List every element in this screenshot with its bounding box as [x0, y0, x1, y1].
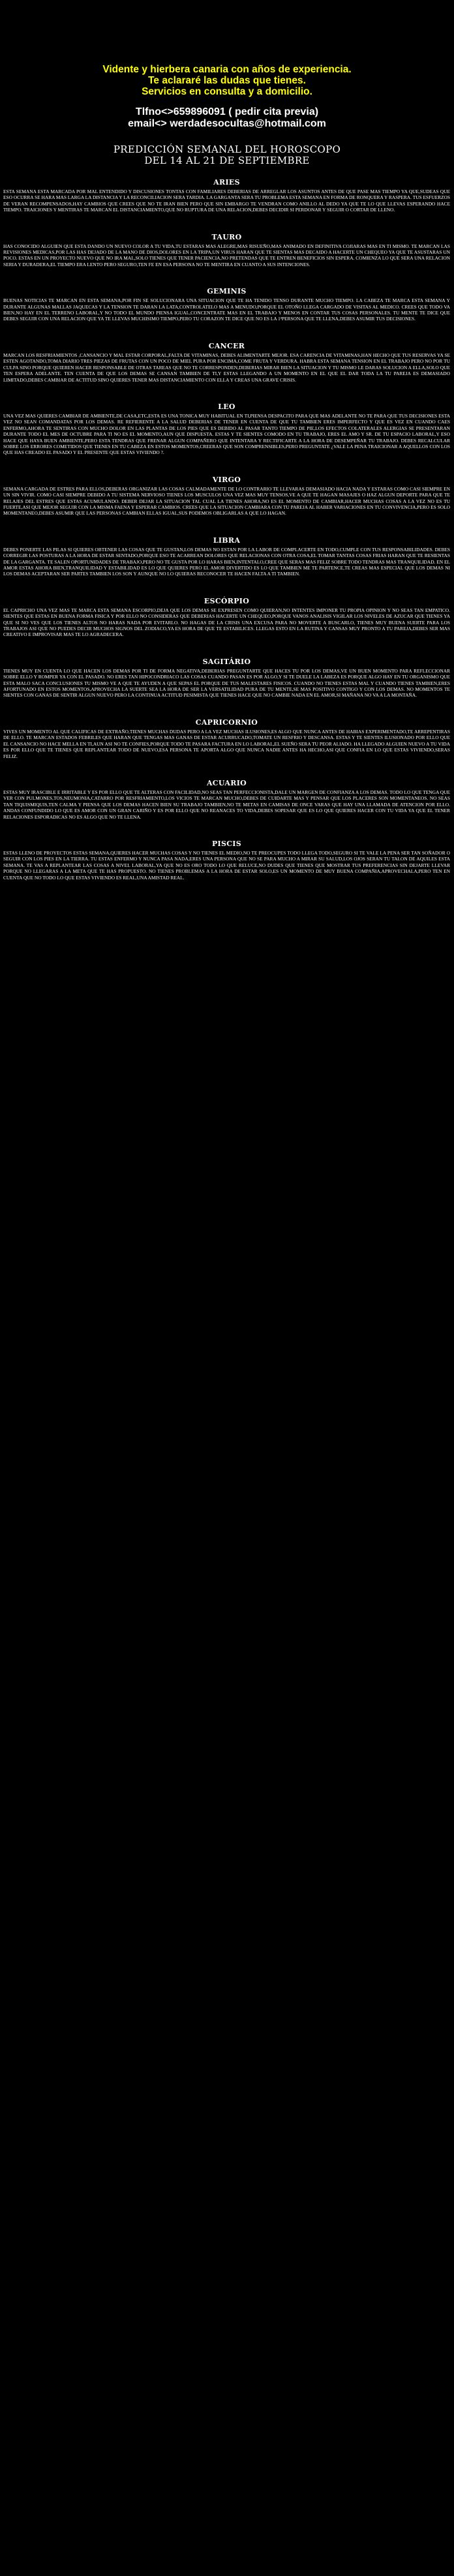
- sign-section-cancer: [3, 342, 450, 383]
- page-title: [0, 144, 454, 166]
- sign-section-escorpio: [3, 597, 450, 638]
- phone-line: Tlfno<>659896091 ( pedir cita previa): [135, 106, 319, 117]
- sign-title: LEO: [218, 402, 235, 411]
- sign-title: ESCÓRPIO: [204, 596, 250, 605]
- sign-text: VIVES UN MOMENTO AL QUE CALIFICAS DE EXTRAÑO,TIENES MUCHAS DUDAS PERO A LA VEZ MUCHAS ILUSIONES,ES ALGO QUE NUNCA ANTES DE HABIAS EXPERIMENTADO,TE ARREPENTIRAS DE ELLO. TE MARCAN ESTADOS FEBRILES QUE HARAN QUE TENGAS MAS GANAS DE ESTAR ACURRUCADO,TOMATE UN RESFRIO Y DESCANSA. ESTAS Y TE SIENTES ILUSIONADO POR ELLO QUE EL CANSANCIO NO HACE MELLA EN TI,AUN ASI NO TE CONFIES,PORQUE TODO TE PASARA FACTURA EN LO LABORAL,EL SUEÑO SERA TU PEOR ALIADO. HA LLEGADO ALGUIEN NUEVO A TU VIDA ES POR ELLO QUE TE TIENES QUE REPLANTEAR TODO DE NUEVO,ESA PERSONA TE APORTA ALGO QUE NUNCA NADIE ANTES HA HECHO,ASI QUE CONFIA EN LO QUE ESTAS VIVIENDO,SERAS FELIZ.: [3, 728, 450, 759]
- sign-section-virgo: [3, 476, 450, 517]
- title-line-2: DEL 14 AL 21 DE SEPTIEMBRE: [144, 155, 310, 166]
- sign-text: HAS CONOCIDO ALGUIEN QUE ESTA DANDO UN NUEVO COLOR A TU VIDA,TU ESTARAS MAS ALEGRE,MAS RISUEÑO,MAS ANIMADO EN DEFINITIVA COJIARAS MAS EN TI MISMO. TE MARCAN LAS REVISIONES MEDICAS,POR LAS HAS DEJADO DE LA MANO DE DIOS,DOLORES EN LA TRIPA,UN VIRUS HARAN QUE TE SIENTAS MAS DECAIDO A HACERTE UN CHEQUEO YA QUE TE ASUSTARAS UN POCO. ESTAS EN UN PROYECTO NUEVO QUE NO IRA MAL,SOLO TIENES QUE TENER PACIENCIA,NO PRETENDAS QUE TE ENTREN BENEFICIOS SIN ESPERA. COMIENZA LO QUE SERA UNA RELACION SERIA Y DURADERA,EL TIEMPO ERA LENTO PERO SEGURO,TEN FE EN ESA PERSONA NO TE MENTIRA EN CUANTO A SUS INTENCIONES.: [3, 243, 450, 267]
- sign-text: ESTAS LLENO DE PROYECTOS ESTAS SEMANA,QUIERES HACER MUCHAS COSAS Y NO TIENES EL MEDIO,NO TE PREOCUPES TODO LLEGA TODO,SEGURO SI TE VALE LA PENA SER TAN SOÑADOR O SEGUIR CON LOS PIES EN LA TIERRA. TU ESTAS ENFERMO Y NUNCA PASA NADA,ERES UNA PERSONA QUE NO SE PARA MUCHO A MIRAR SU SALUD,LOS OJOS SERAN TU TALON DE AQUILES ESTA SEMANA. TE VAS A REPLANTEAR LAS COSAS A NIVEL LABORAL,YA QUE NO ES ORO TODO LO QUE RELUCE,NO DUDES QUE TIENES QUE MOSTRAR TUS PREFERENCIAS SIN DEJARTE LLEVAR PORQUE NO LLEGARAS A LA META QUE TE HAS PROPUESTO. NO TIENES PROBLEMAS A LA HORA DE ESTAR SOLO,ES UN MOMENTO DE MUY BUENA COMPAÑIA,APROVECHALA,PERO TEN EN CUENTA QUE NO TODO LO QUE ESTAS VIVIENDO ES REAL,UNA AMISTAD REAL.: [3, 849, 450, 881]
- sign-text: ESTAS MUY IRASCIBLE E IRRITABLE Y ES POR ELLO QUE TE ALTERAS CON FACILIDAD,NO SEAS TAN PERFECCIONISTA,DALE UN MARGEN DE CONFIANZA A LOS DEMAS. TODO LO QUE TENGA QUE VER CON PULMONES,TOS,NEUMONIA,CATARRO POR RESFRIAMIENTO,LOS VICIOS TE MARCAN MUCHO,DEBES DE CUIDARTE MAS Y PENSAR QUE LOS PLACERES SON MOMENTANEOS. NO SEAS TAN TIQUISMIQUIS,TEN CALMA Y PIENSA QUE LOS DEMAS HACEN BIEN SU TRABAJO TAMBIEN,NO TE METAS EN CAMISAS DE ONCE VARAS QUE HAY UNA LLAMADA DE ATENCION POR ELLO. ANDAS CONFUNDIDO LO QUE ES AMOR CON UN GRAN CARIÑO Y ES POR ELLO QUE NO REANACES TO VIDA,DEBES SOPESAR QUE ES LO QUE QUIERES HACER CON TU VIDA YA QUE EL TENER RELACIONES ESPORADICAS NO ES ALGO QUE NO TE LLENA.: [3, 789, 450, 820]
- sign-section-aries: [3, 178, 450, 213]
- sign-title: VIRGO: [212, 475, 241, 484]
- intro-line-2: Te aclararé las dudas que tienes.: [148, 75, 306, 86]
- sign-text: BUENAS NOTICIAS TE MARCAN EN ESTA SEMANA,POR FIN SE SOLUCIONARA UNA SITUACION QUE TE HA TENIDO TENSO DURANTE MUCHO TIEMPO. LA CABEZA TE MARCA ESTA SEMANA Y DURANTE ALGUNAS MALLAS JAQUECAS Y LA TENSION TE DARAN LA LATA,CONTROLATELO MAS A MENUDO,PORQUE EL OTOÑO LLEGA CARGADO DE VISITAS AL MEDICO. CREES QUE TODO VA BIEN,NO HAY EN EL TERRENO LABORAL,Y NO TODO EL MUNDO PIENSA IGUAL,CONCENTRATE MAS EN EL TRABAJO Y MENOS EN CONTAR TUS COSAS PERSONALES. TU MENTE TE DICE QUE DEBES SEGUIR CON UNA RELACION QUE YA TE LLEVAS MUCHISIMO TIEMPO,PERO TU CORAZON TE DICE QUE NO ES LA 1ªPERSONA QUE TE LLENA,DEBES ASUMIR TUS DECISIONES.: [3, 297, 450, 322]
- sign-title: LIBRA: [213, 536, 241, 545]
- intro-line-3: Servicios en consulta y a domicilio.: [142, 86, 312, 97]
- sign-text: MARCAN LOS RESFRIAMIENTOS ,CANSANCIO Y MAL ESTAR CORPORAL,FALTA DE VITAMINAS, DEBES ALIMENTARTE MEJOR. ESA CARENCIA DE VITAMINAS,HAN HECHO QUE TUS RESERVAS YA SE ESTEN AGOTANDO,TOMA DIARIO TRES PIEZAS DE FRUTAS CON UN POCO DE MIEL PURA POR ENCIMA,COME FRUTA Y VERDURA. HABRA ESTA SEMANA TENSION EN EL TRABAJO PERO NO POR TU CULPA SINO PORQUE QUIEREN HACER RESPONSABLE DE OTRAS TAREAS QUE NO TE CORRESPONDEN,DEBERIAS MIRAR BIEN LA SITUACION Y TU MISMO LE DARAS SOLUCION A ELLA,SOLO QUE TEN ESPERA ADELANTE. TEN CUENTA DE QUE LOS DEMAS SE CANSAN TAMBIEN DE TI,Y ESTAS LLEGANDO A UN MOMENTO EN EL QUE EL DAR TODA LA TU PAREJA ES DEMASIADO LIMITADO,DEBES CAMBIAR DE ACTITUD SINO QUIERES TENER MAS DISTANCIAMIENTO CON ELLA Y CREAS UNA GRAVE CRISIS.: [3, 352, 450, 383]
- sign-section-capricornio: [3, 718, 450, 759]
- sign-title: GEMINIS: [207, 287, 247, 296]
- intro-line-1: Vidente y hierbera canaria con años de experiencia.: [102, 64, 352, 75]
- email-line[interactable]: email<> werdadesocultas@hotmail.com: [128, 118, 326, 129]
- sign-text: DEBES PONERTE LAS PILAS SI QUIERES OBTENER LAS COSAS QUE TE GUSTAN,LOS DEMAS NO ESTAN POR LA LABOR DE COMPLACERTE EN TODO,CUMPLE CON TUS RESPONSABILIDADES. DEBES CORREGIR LAS POSTURAS A LA HORA DE ESTAR SENTADO,PORQUE ESO TE ACARREAN DOLORES QUE RELACIONAS CON OTRA COSA,EL TOMAR TANTAS COSAS FRIAS HARAN QUE TE RESIENTAS DE LA GARGANTA. TE SALEN OPORTUNIDADES DE TRABAJO,PERO NO TE GUSTA POR LO HARAS BIEN,INTENTALO,CREE QUE SERAS MAS FELIZ SOBRE TODO TENDRAS MAS TRANQUILIDAD. EN EL AMOR ESTAS AHORA BIEN,TRANQUILIDAD Y ESTABILIDAD ES LO QUE QUIERES PERO EL AMOR DIVERTIDO ES LO QUE TAMBIEN ME TE PARTENCE,TE CREAS MAS ESPECIAL QUE LOS DEMAS NI LOS DEMAS ACEPTARAN SER PARTES TAMBIEN LOS SON Y AUNQUE NO LO QUIERAS RECONOCER TE HACEN FALTA A TI TAMBIEN.: [3, 546, 450, 577]
- sign-text: ESTA SEMANA ESTA MARCADA POR MAL ENTENDIDO Y DISCUSIONES TONTAS CON FAMILIARES DEBERIAS DE ARREGLAR LOS ASUNTOS ANTES DE QUE PASE MAS TIEMPO YA QUE,SUDEAS QUE ESO OCURRA SE HARA MAS LARGA LA DISTANCIA Y LA RECONCILIACION SERA TARDIA. LA GARGANTA SERA TU PROBLEMA ESTA SEMANA EN FORMA DE RONQUERA Y RASPERA. TUS ESFUERZOS DE VERAN RECOMPENSADOS,HAY CAMBIOS QUE CREES QUE NO TE IRAN BIEN PERO QUE SIN EMBARGO TE VENDRAN COMO ANILLO AL DEDO YA QUE TE LO QUE LLEVAS ESPERANDO HACE TIEMPO. TRAICIONES Y MENTIRAS TE MARCAN EL DISTANCIAMIENTO,QUE NO RUPTURA DE UNA RELACION,DEBES DECIDIR SI PERDONAR Y SEGUIR O CORTAR DE LLENO.: [3, 189, 450, 213]
- sign-title: TAURO: [211, 232, 242, 241]
- contact-block: [0, 64, 454, 130]
- sign-text: UNA VEZ MAS QUIERES CAMBIAR DE AMBIENTE,DE CASA,ETC,ESTA ES UNA TONICA MUY HABITUAL EN TI,PIENSA DESPACITO PARA QUE MAS ADELANTE NO TE PARA QUE TUS DECISIONES ESTA VEZ NO SEAN COMANDATAS POR LOS DEMAS. RE REFIERENTE A LA SALUD DEBERIAS DE TENER EN CUENTA DE QUE TU TAMBIEN ERES IMPERFECTO Y QUE ES VEZ EN CUANDO CAES ENFERMO,AHORA TE SENTIRAS CON MUCHO DOLOR EN LAS PLANTAS DE LOS PIES QUE ES DEBIDO AL PASAR TANTO TIEMPO DE PIE,LOS EFECTOS COLATERALES ALERGIAS SE PRESENTARAN DURANTE TODO EL MES DE OCTUBRE PARA TI NO ES EL MOMENTO,AUN QUE DISPUESTA. ESTAS Y TE SIENTES COMODO EN TU TRABAJO, ERES EL AMO Y SR. DE TU ESPACIO LABORAL,Y ESO HACE QUE HAYA BUEN AMBIENTE,PERO ESTA TENDRAS QUE FRENAR ALGUN COMPAÑERO QUE INTENTARA Y RECTIFICARTE A LA HORA DE DESEMPEÑAR TU TRABAJO. DEBES RECALCULAR SOBRE LOS ERRORES COMETIDOS QUE TIENES EN TU CABEZA EN ESTOS MOMENTOS,CREERAS QUE SON COMPRENSIBLES,PERO PREGUNTATE ¿VALE LA PENA TRAICIONAR A AQUELLOS CON LOS QUE HAS CREADO EL PASADO Y EL PRESENTE QUE ESTAS VIVIENDO ?.: [3, 412, 450, 456]
- top-spacer: [0, 0, 454, 64]
- sign-title: ACUARIO: [206, 778, 247, 787]
- sign-title: CANCER: [208, 341, 245, 350]
- sign-section-libra: [3, 536, 450, 577]
- sign-section-piscis: [3, 840, 450, 881]
- horoscope-list: [0, 178, 454, 881]
- sign-title: CAPRICORNIO: [195, 718, 258, 727]
- title-line-1: PREDICCIÓN SEMANAL DEL HOROSCOPO: [113, 144, 341, 155]
- sign-text: SEMANA CARGADA DE ESTRES PARA ELLOS,DEBERAS ORGANIZAR LAS COSAS CALMADAMENTE DE LO CONTRARIO TE LLEVARAS DEMASIADO HACIA NADA Y ESTARAS COMO CASI SIEMPRE EN UN SIN VIVIR. COMO CASI SIEMPRE DEBIDO A TU SISTEMA NERVIOSO TIENES LOS MUSCULOS UNA VEZ MAS MUY TENSOS,VE A QUE TE HAGAN MASAJES O HAZ ALGUN DEPORTE PARA QUE TE RELAJES DEL ESTRES QUE ESTAS ACUMULANDO. DEBER DEJAR LA SITUACION TAL CUAL LA TIENES AHORA,NO ES EL MOMENTO DE CAMBIAR,HACER MUCHAS COSAS A LA VEZ NO ES TU FUERTE,ASI QUE MEJOR SEGUIR CON LA MISMA FAENA Y ESPERAR CAMBIOS. CREES QUE LA SITUACION CAMBIARA CON TU PAREJA AL HABER VARIACIONES EN TU CONVIVENCIA,PERO ES SOLO MOMENTANEO,DEBES ASUMIR QUE LAS PERSONAS CAMBIAN ELLAS IGUAL,SUS PODEMOS OBLIGARLAS A QUE LO HAGAN.: [3, 485, 450, 517]
- sign-section-sagitario: [3, 658, 450, 699]
- sign-section-geminis: [3, 287, 450, 322]
- sign-title: PISCIS: [211, 839, 241, 848]
- sign-section-acuario: [3, 779, 450, 820]
- sign-title: ARIES: [213, 178, 240, 187]
- sign-text: TIENES MUY EN CUENTA LO QUE HACEN LOS DEMAS POR TI DE FORMA NEGATIVA,DEBERIAS PREGUNTARTE QUE HACES TU POR LOS DEMAS,VE UN BUEN MOMENTO PARA REFLECCIONAR SOBRE ELLO Y ROMPER YA CON EL PASADO. NO ERES TAN HIPOCONDRIACO LAS COSAS CUANDO PASAN ES POR ALGO,Y SI TE DUELE LA LABEZA ES PORQUE ALGO HAY EN TU ORGANISMO QUE ESTA MALO SACA CONCLUSIONES TU MISMO VE A QUE TE AYUDEN A QUE SEPAS EL PORQUE DE TUS MALESTARES FISICOS. CUANDO NO TIENES ESTAS MAL Y CUANDO TIENES TAMBIEN,ERES AFORTUNADO EN ESTOS MOMENTOS,APROVECHA LA SUERTE SEA LA HORA DE SER LA VERSATILIDAD PURA DE TU MENTE,SE MAS POSITIVO CONTIGO Y CON LOS DEMAS. NO MOMENTOS TE SIENTES CON GANAS DE SENTIR ALGUN NUEVO PERO LA CONTINUA ACTITUD PESIMISTA QUE TIENES HACE QUE NO CAMBIE NADA EN EL AMOR,SI MAÑANA NO VA A LA MONTAÑA.: [3, 667, 450, 699]
- sign-text: EL CAPRICHO UNA VEZ MAS TE MARCA ESTA SEMANA ESCORPIO,DEJA QUE LOS DEMAS SE EXPRESEN COMO QUIERAN,NO INTENTES IMPONER TU PROPIA OPINION Y NO SEAS TAN EMPATICO. SIENTES QUE ESTAS EN BUENA FORMA FISICA Y POR ELLO NO CONSIDERAS QUE DEBERIAS HACERTE UN CHEQUEO,PORQUE VANOS ANALISIS VIGILAR LOS NIVELES DE AZUCAR QUE TIENES YA QUE SI NO VES QUE LOS TIENES ALTOS NO HARAS NADA POR EVITARLO. NO HAGAS DE LA CRISIS UNA EXCUSA PARA NO MOVERTE A BUSCARLO, TIENES MUY BUENA SUERTE PARA LOS TRABAJOS ASI QUE NO PUEDES DECIR MUCHOS SIGNOS DEL ZODIACO,YA ES HORA DE QUE TE ESTABILICES. LLEGAS ESTO EN LA RUTINA Y CANSAS MUY PRONTO A TU PAREJA,DEBES SER MAS CREATIVO E IMPROVISAR MAS TE LO AGRADECERA.: [3, 607, 450, 638]
- sign-section-tauro: [3, 233, 450, 268]
- sign-title: SAGITÁRIO: [202, 657, 251, 666]
- sign-section-leo: [3, 402, 450, 456]
